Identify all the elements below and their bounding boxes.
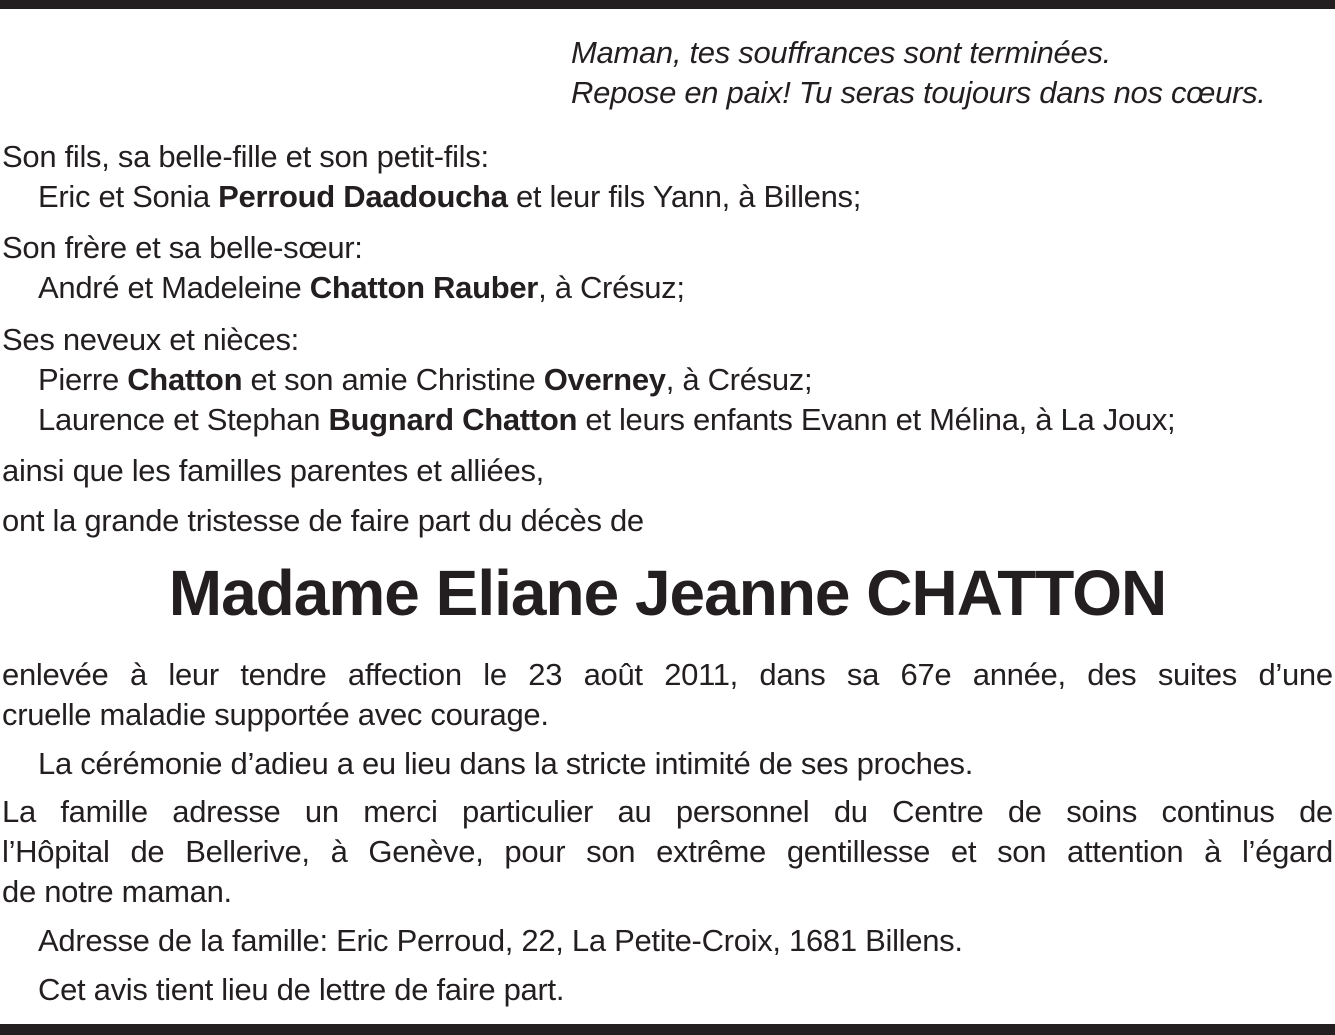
justified-word: son <box>997 834 1047 869</box>
nephew-entry-1-pre: Pierre <box>38 362 128 397</box>
nephew-entry-1 <box>38 360 812 400</box>
justified-word: l’égard <box>1241 834 1333 869</box>
justified-word: extrême <box>656 834 766 869</box>
son-entry-surname: Perroud Daadoucha <box>218 179 508 214</box>
nephew-entry-1-surname-2: Overney <box>543 362 666 397</box>
nephew-entry-2-surname: Bugnard Chatton <box>328 402 578 437</box>
justified-word: dans <box>759 657 826 692</box>
justified-word: de <box>1007 794 1042 829</box>
closing-paragraph: Cet avis tient lieu de lettre de faire part. <box>38 972 565 1007</box>
thanks-line-3: de notre maman. <box>2 874 232 909</box>
nephew-entry-1-mid: et son amie Christine <box>242 362 544 397</box>
justified-word: Genève, <box>368 834 484 869</box>
justified-word: tendre <box>240 657 327 692</box>
justified-word: d’une <box>1258 657 1333 692</box>
justified-word: l’Hôpital <box>2 834 110 869</box>
nephew-entry-2-post: et leurs enfants Evann et Mélina, à La Joux; <box>577 402 1176 437</box>
brother-heading: Son frère et sa belle-sœur: <box>2 230 363 265</box>
nephew-entry-1-post: , à Crésuz; <box>665 362 813 397</box>
justified-word: adresse <box>172 794 281 829</box>
ceremony-paragraph: La cérémonie d’adieu a eu lieu dans la stricte intimité de ses proches. <box>38 746 974 781</box>
announcement-line: ont la grande tristesse de faire part du décès de <box>2 503 644 538</box>
families-line: ainsi que les familles parentes et alliées, <box>2 453 544 488</box>
son-entry-post: et leur fils Yann, à Billens; <box>507 179 862 214</box>
nephew-entry-2 <box>38 400 1175 440</box>
justified-word: affection <box>347 657 462 692</box>
justified-word: 67e <box>900 657 952 692</box>
justified-word: 23 <box>528 657 563 692</box>
brother-entry <box>38 268 685 308</box>
justified-word: à <box>330 834 348 869</box>
deceased-name: Madame Eliane Jeanne CHATTON <box>168 557 1167 629</box>
son-heading: Son fils, sa belle-fille et son petit-fils: <box>2 139 489 174</box>
brother-entry-post: , à Crésuz; <box>538 270 685 305</box>
justified-word: particulier <box>462 794 594 829</box>
justified-word: Centre <box>892 794 984 829</box>
justified-word: son <box>586 834 636 869</box>
justified-word: Bellerive, <box>185 834 310 869</box>
bottom-border-rule <box>0 1024 1335 1035</box>
justified-word: au <box>617 794 652 829</box>
justified-word: merci <box>363 794 438 829</box>
justified-word: du <box>833 794 868 829</box>
nephews-heading: Ses neveux et nièces: <box>2 322 299 357</box>
son-entry <box>38 177 861 217</box>
justified-word: personnel <box>675 794 810 829</box>
epigraph-line-1: Maman, tes souffrances sont terminées. <box>571 35 1111 70</box>
justified-word: enlevée <box>2 657 109 692</box>
justified-word: attention <box>1067 834 1184 869</box>
death-notice-line-2: cruelle maladie supportée avec courage. <box>2 697 549 732</box>
justified-word: année, <box>972 657 1066 692</box>
justified-word: La <box>2 794 36 829</box>
justified-word: de <box>130 834 165 869</box>
thanks-line-1 <box>2 792 1333 832</box>
justified-word: pour <box>504 834 566 869</box>
death-notice-line-1 <box>2 655 1333 695</box>
epigraph-line-2: Repose en paix! Tu seras toujours dans nos cœurs. <box>571 75 1266 110</box>
brother-entry-surname: Chatton Rauber <box>309 270 539 305</box>
justified-word: à <box>129 657 147 692</box>
nephew-entry-2-pre: Laurence et Stephan <box>38 402 329 437</box>
nephew-entry-1-surname: Chatton <box>127 362 243 397</box>
justified-word: août <box>583 657 643 692</box>
justified-word: famille <box>60 794 148 829</box>
address-paragraph: Adresse de la famille: Eric Perroud, 22, La Petite-Croix, 1681 Billens. <box>38 923 963 958</box>
justified-word: et <box>950 834 977 869</box>
justified-word: gentillesse <box>786 834 931 869</box>
justified-word: à <box>1204 834 1222 869</box>
brother-entry-pre: André et Madeleine <box>38 270 310 305</box>
justified-word: un <box>304 794 339 829</box>
justified-word: de <box>1299 794 1333 829</box>
justified-word: continus <box>1161 794 1275 829</box>
son-entry-pre: Eric et Sonia <box>38 179 219 214</box>
justified-word: sa <box>846 657 880 692</box>
justified-word: leur <box>168 657 219 692</box>
thanks-line-2 <box>2 832 1333 872</box>
justified-word: suites <box>1157 657 1238 692</box>
justified-word: le <box>483 657 507 692</box>
justified-word: soins <box>1066 794 1138 829</box>
justified-word: des <box>1087 657 1137 692</box>
top-border-rule <box>0 0 1335 9</box>
justified-word: 2011, <box>664 657 738 692</box>
